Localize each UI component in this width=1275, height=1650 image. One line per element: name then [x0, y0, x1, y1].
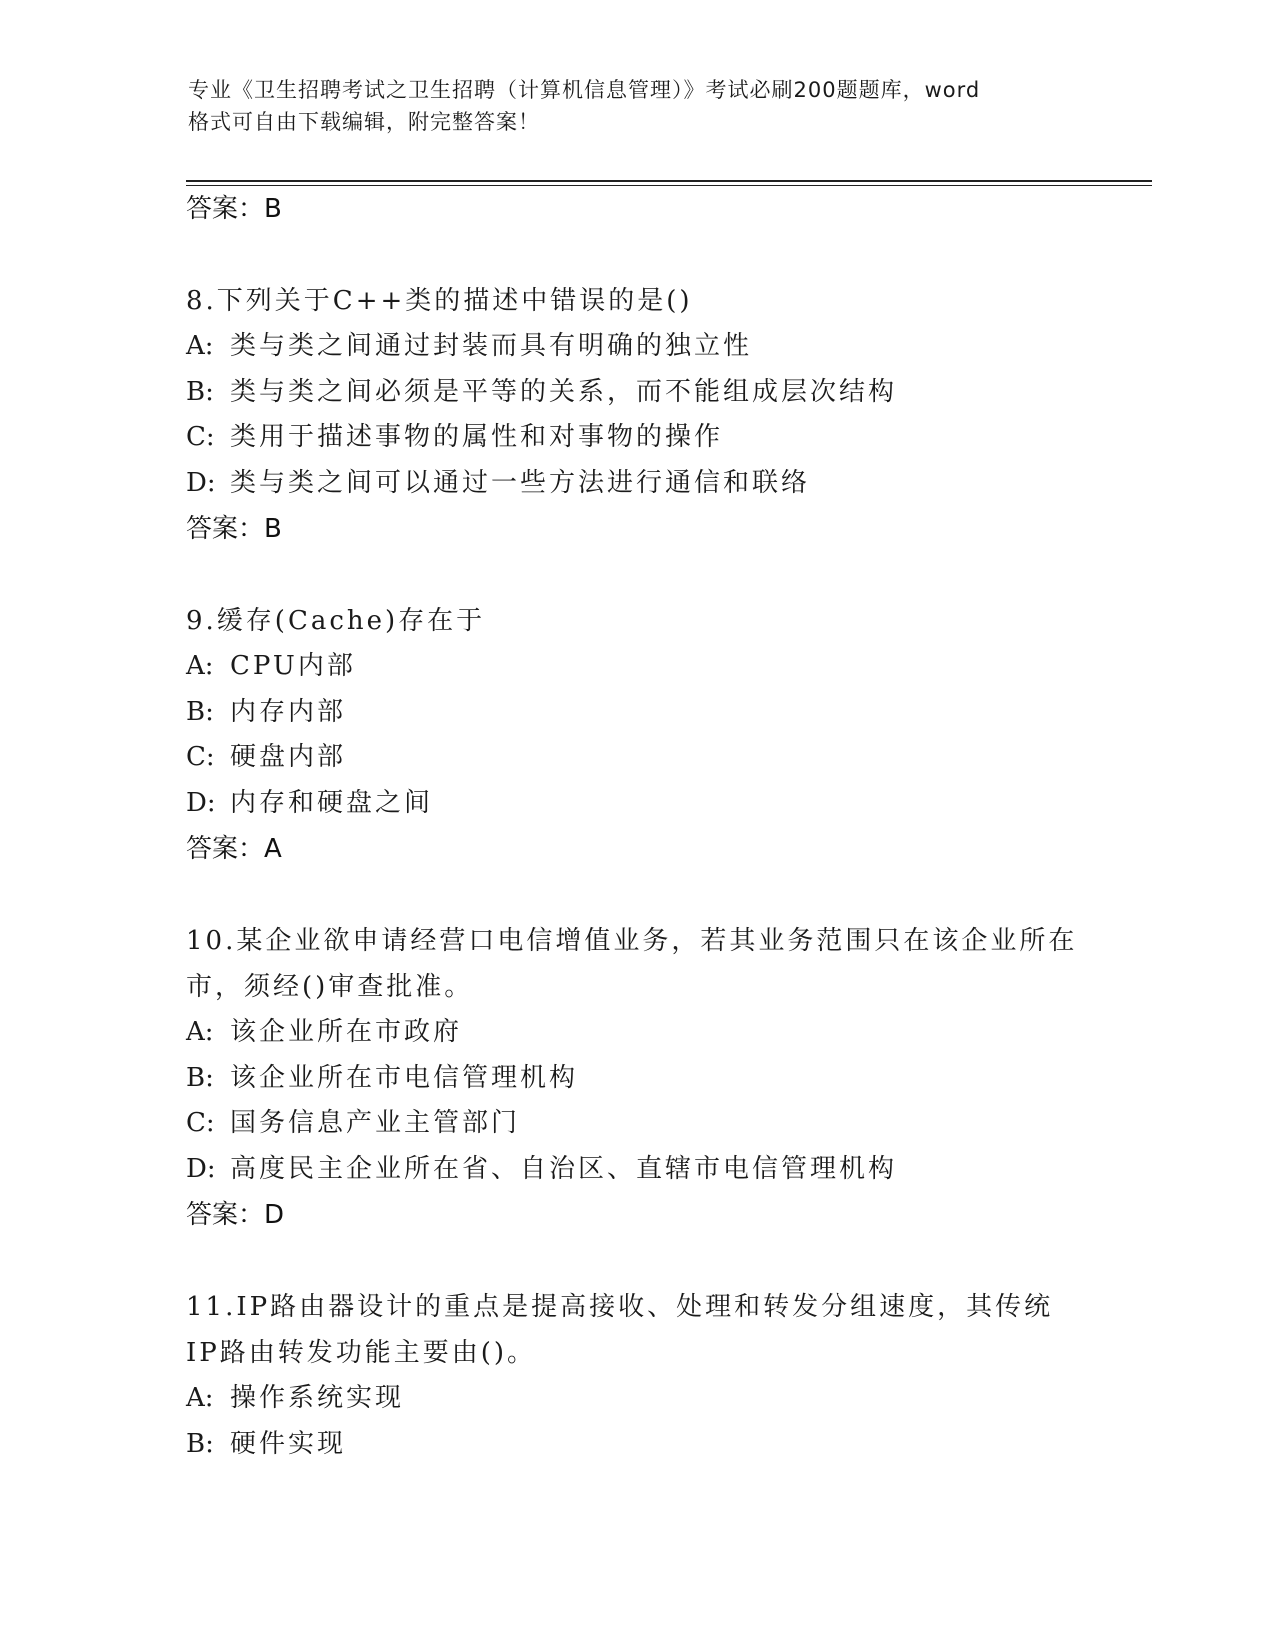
option-text: CPU内部 — [230, 651, 356, 681]
option-key: D: — [186, 1153, 216, 1184]
question-text: 10.某企业欲申请经营口电信增值业务，若其业务范围只在该企业所在 — [186, 926, 1078, 956]
option-key: A: — [186, 331, 214, 361]
option-a — [186, 324, 1086, 370]
question-text: IP路由转发功能主要由()。 — [186, 1338, 537, 1368]
option-d — [186, 461, 1086, 507]
option-text: 类与类之间必须是平等的关系，而不能组成层次结构 — [230, 376, 898, 407]
option-key: B: — [186, 696, 214, 727]
option-text: 操作系统实现 — [230, 1383, 405, 1413]
option-a — [186, 644, 1086, 690]
question-text: 8.下列关于C++类的描述中错误的是() — [186, 286, 693, 316]
option-text: 类用于描述事物的属性和对事物的操作 — [230, 422, 724, 452]
option-key: C: — [186, 742, 215, 772]
header-line-2: 格式可自由下载编辑，附完整答案！ — [188, 110, 540, 134]
header-divider-thick — [186, 180, 1152, 182]
question-block — [186, 278, 1086, 552]
answer-line: 答案：A — [186, 834, 282, 864]
option-text: 高度民主企业所在省、自治区、直辖市电信管理机构 — [230, 1153, 898, 1184]
option-key: A: — [186, 1017, 214, 1047]
option-text: 硬盘内部 — [230, 742, 347, 772]
question-text: 市，须经()审查批准。 — [186, 972, 474, 1002]
question-block — [186, 598, 1086, 872]
spacer — [186, 1238, 1086, 1284]
spacer — [186, 232, 1086, 278]
option-c — [186, 1101, 1086, 1147]
option-b — [186, 690, 1086, 736]
option-key: C: — [186, 1108, 215, 1138]
answer-line: 答案：B — [186, 514, 282, 544]
answer-line: 答案：B — [186, 194, 282, 224]
question-block — [186, 1284, 1086, 1467]
question-block — [186, 918, 1086, 1238]
option-key: D: — [186, 787, 216, 818]
option-text: 该企业所在市电信管理机构 — [230, 1062, 579, 1093]
option-c — [186, 735, 1086, 781]
header-line-1: 专业《卫生招聘考试之卫生招聘（计算机信息管理）》考试必刷200题题库，word — [188, 78, 981, 102]
option-c — [186, 415, 1086, 461]
option-key: B: — [186, 1428, 214, 1459]
option-key: D: — [186, 467, 216, 498]
option-key: B: — [186, 376, 214, 407]
question-text: 9.缓存(Cache)存在于 — [186, 606, 486, 636]
option-text: 类与类之间通过封装而具有明确的独立性 — [230, 331, 753, 361]
option-key: C: — [186, 422, 215, 452]
option-a — [186, 1010, 1086, 1056]
option-text: 国务信息产业主管部门 — [230, 1108, 521, 1138]
option-key: B: — [186, 1062, 214, 1093]
option-text: 内存内部 — [230, 696, 347, 727]
spacer — [186, 872, 1086, 918]
option-text: 硬件实现 — [230, 1428, 347, 1459]
question-list — [186, 186, 1086, 1467]
option-d — [186, 1147, 1086, 1193]
document-header — [188, 74, 1088, 138]
option-d — [186, 781, 1086, 827]
option-text: 该企业所在市政府 — [230, 1017, 463, 1047]
spacer — [186, 552, 1086, 598]
option-b — [186, 1422, 1086, 1468]
option-key: A: — [186, 1383, 214, 1413]
option-key: A: — [186, 651, 214, 681]
option-text: 内存和硬盘之间 — [230, 787, 434, 818]
option-b — [186, 1056, 1086, 1102]
question-text: 11.IP路由器设计的重点是提高接收、处理和转发分组速度，其传统 — [186, 1292, 1054, 1322]
option-a — [186, 1376, 1086, 1422]
option-b — [186, 370, 1086, 416]
answer-line: 答案：D — [186, 1200, 285, 1230]
option-text: 类与类之间可以通过一些方法进行通信和联络 — [230, 467, 811, 498]
